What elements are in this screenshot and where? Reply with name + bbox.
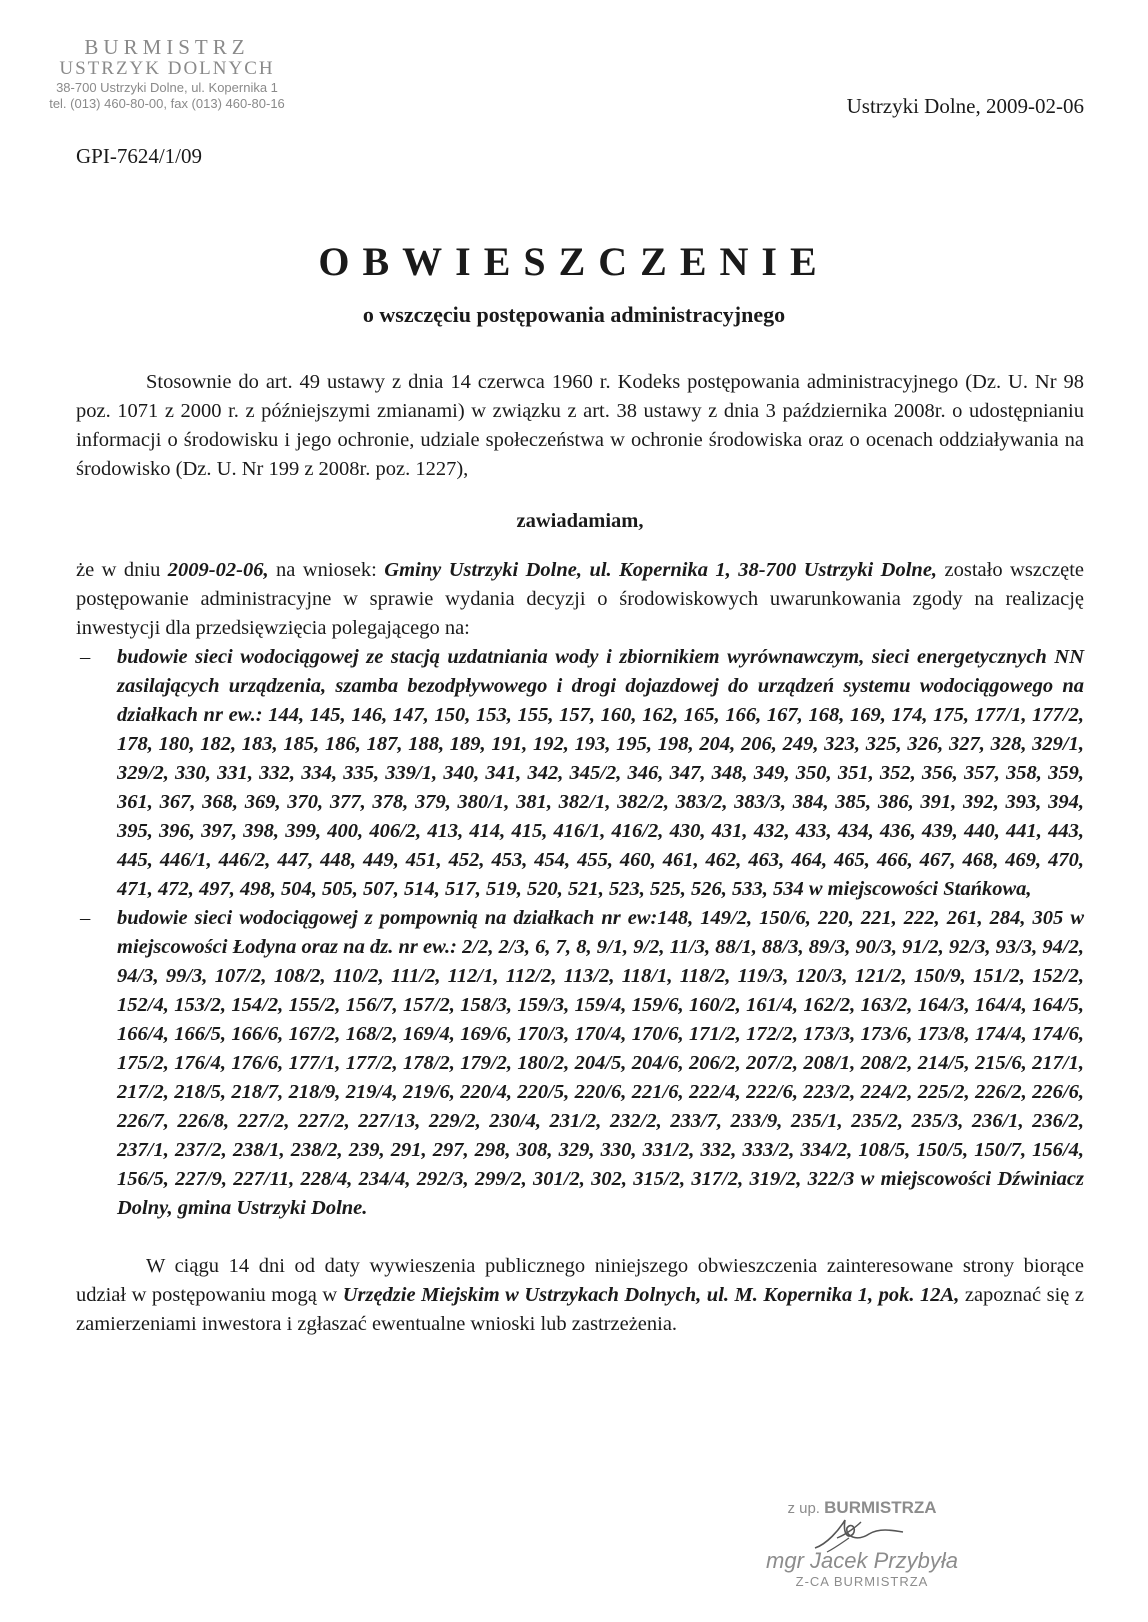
closing-paragraph [76, 1252, 1084, 1339]
signature-office: BURMISTRZA [824, 1498, 937, 1517]
signature-authority [712, 1498, 1012, 1518]
closing-office: Urzędzie Miejskim w Ustrzykach Dolnych, ul. M. Kopernika 1, pok. 12A, [342, 1284, 960, 1306]
list-dash: – [80, 907, 91, 929]
reference-number: GPI-7624/1/09 [76, 144, 202, 168]
notice-text-1: że w dniu [76, 559, 168, 581]
signatory-name: mgr Jacek Przybyła [766, 1548, 958, 1573]
notice-date: 2009-02-06, [167, 559, 269, 581]
notice-text-2: na wniosek: [268, 559, 385, 581]
stamp-phone: tel. (013) 460-80-00, fax (013) 460-80-16 [49, 96, 285, 111]
notice-text-3: zostało wszczęte postępowanie administracyjne w sprawie wydania decyzji o środowiskowych uwarunkowania zgody na realizację inwestycji dla przedsięwzięcia polegającego na: [76, 559, 1084, 639]
place-date: Ustrzyki Dolne, 2009-02-06 [846, 94, 1084, 118]
stamp-title: BURMISTRZ [84, 35, 250, 59]
document-body [76, 368, 1084, 1339]
list-item-text: budowie sieci wodociągowej ze stacją uzdatniania wody i zbiornikiem wyrównawczym, sieci energetycznych NN zasilających urządzenia, szamba bezodpływowego i drogi dojazdowej do urządzeń systemu wodociągowego na działkach nr ew.: 144, 145, 146, 147, 150, 153, 155, 157, 160, 162, 165, 166, 167, 168, 169, 174, 175, 177/1, 177/2, 178, 180, 182, 183, 185, 186, 187, 188, 189, 191, 192, 193, 195, 198, 204, 206, 249, 323, 325, 326, 327, 328, 329/1, 329/2, 330, 331, 332, 334, 335, 339/1, 340, 341, 342, 345/2, 346, 347, 348, 349, 350, 351, 352, 356, 357, 358, 359, 361, 367, 368, 369, 370, 377, 378, 379, 380/1, 381, 382/1, 382/2, 383/2, 383/3, 384, 385, 386, 391, 392, 393, 394, 395, 396, 397, 398, 399, 400, 406/2, 413, 414, 415, 416/1, 416/2, 430, 431, 432, 433, 434, 436, 439, 440, 441, 443, 445, 446/1, 446/2, 447, 448, 449, 451, 452, 453, 454, 455, 460, 461, 462, 463, 464, 465, 466, 467, 468, 469, 470, 471, 472, 497, 498, 504, 505, 507, 514, 517, 519, 520, 521, 523, 525, 526, 533, 534 w miejscowości Stańkowa, [117, 646, 1084, 900]
stamp-subtitle: USTRZYK DOLNYCH [59, 58, 275, 79]
signature-block [712, 1498, 1012, 1589]
office-stamp [32, 36, 302, 112]
list-item [76, 904, 1084, 1223]
intro-paragraph: Stosownie do art. 49 ustawy z dnia 14 czerwca 1960 r. Kodeks postępowania administracyjnego (Dz. U. Nr 98 poz. 1071 z 2000 r. z późniejszymi zmianami) w związku z art. 38 ustawy z dnia 3 października 2008r. o udostępnianiu informacji o środowisku i jego ochronie, udziale społeczeństwa w ochronie środowiska oraz o ocenach oddziaływania na środowisko (Dz. U. Nr 199 z 2008r. poz. 1227), [76, 371, 1084, 480]
notification-heading: zawiadamiam, [516, 510, 644, 532]
list-item-text: budowie sieci wodociągowej z pompownią na działkach nr ew:148, 149/2, 150/6, 220, 221, 222, 261, 284, 305 w miejscowości Łodyna oraz na dz. nr ew.: 2/2, 2/3, 6, 7, 8, 9/1, 9/2, 11/3, 88/1, 88/3, 89/3, 90/3, 91/2, 92/3, 93/3, 94/2, 94/3, 99/3, 107/2, 108/2, 110/2, 111/2, 112/1, 112/2, 113/2, 118/1, 118/2, 119/3, 120/3, 121/2, 150/9, 151/2, 152/2, 152/4, 153/2, 154/2, 155/2, 156/7, 157/2, 158/3, 159/3, 159/4, 159/6, 160/2, 161/4, 162/2, 163/2, 164/3, 164/4, 164/5, 166/4, 166/5, 166/6, 167/2, 168/2, 169/4, 169/6, 170/3, 170/4, 170/6, 171/2, 172/2, 173/3, 173/6, 173/8, 174/4, 174/6, 175/2, 176/4, 176/6, 177/1, 177/2, 178/2, 179/2, 180/2, 204/5, 204/6, 206/2, 207/2, 208/1, 208/2, 214/5, 215/6, 217/1, 217/2, 218/5, 218/7, 218/9, 219/4, 219/6, 220/4, 220/5, 220/6, 221/6, 222/4, 222/6, 223/2, 224/2, 225/2, 226/2, 226/6, 226/7, 226/8, 227/2, 227/2, 227/13, 229/2, 230/4, 231/2, 232/2, 233/7, 233/9, 235/1, 235/2, 235/3, 236/1, 236/2, 237/1, 237/2, 238/1, 238/2, 239, 291, 297, 298, 308, 329, 330, 331/2, 332, 333/2, 334/2, 108/5, 150/5, 150/7, 156/4, 156/5, 227/9, 227/11, 228/4, 234/4, 292/3, 299/2, 301/2, 302, 315/2, 317/2, 319/2, 322/3 w miejscowości Dźwiniacz Dolny, gmina Ustrzyki Dolne. [117, 907, 1084, 1219]
stamp-address: 38-700 Ustrzyki Dolne, ul. Kopernika 1 [56, 80, 278, 95]
signatory-role: Z-CA BURMISTRZA [795, 1574, 929, 1589]
list-dash: – [80, 646, 91, 668]
list-item [76, 643, 1084, 904]
document-subtitle: o wszczęciu postępowania administracyjnego [362, 302, 786, 327]
closing-text-1: W ciągu 14 dni od daty wywieszenia publicznego niniejszego obwieszczenia zainteresowane strony biorące udział w postępowaniu mogą w [76, 1255, 1084, 1306]
closing-text-2: zapoznać się z zamierzeniami inwestora i zgłaszać ewentualne wnioski lub zastrzeżenia. [76, 1284, 1084, 1335]
notice-applicant: Gminy Ustrzyki Dolne, ul. Kopernika 1, 38-700 Ustrzyki Dolne, [384, 559, 938, 581]
signature-prefix: z up. [787, 1500, 820, 1517]
document-title: OBWIESZCZENIE [318, 239, 830, 284]
investment-list [76, 643, 1084, 1223]
notice-paragraph [76, 556, 1084, 643]
